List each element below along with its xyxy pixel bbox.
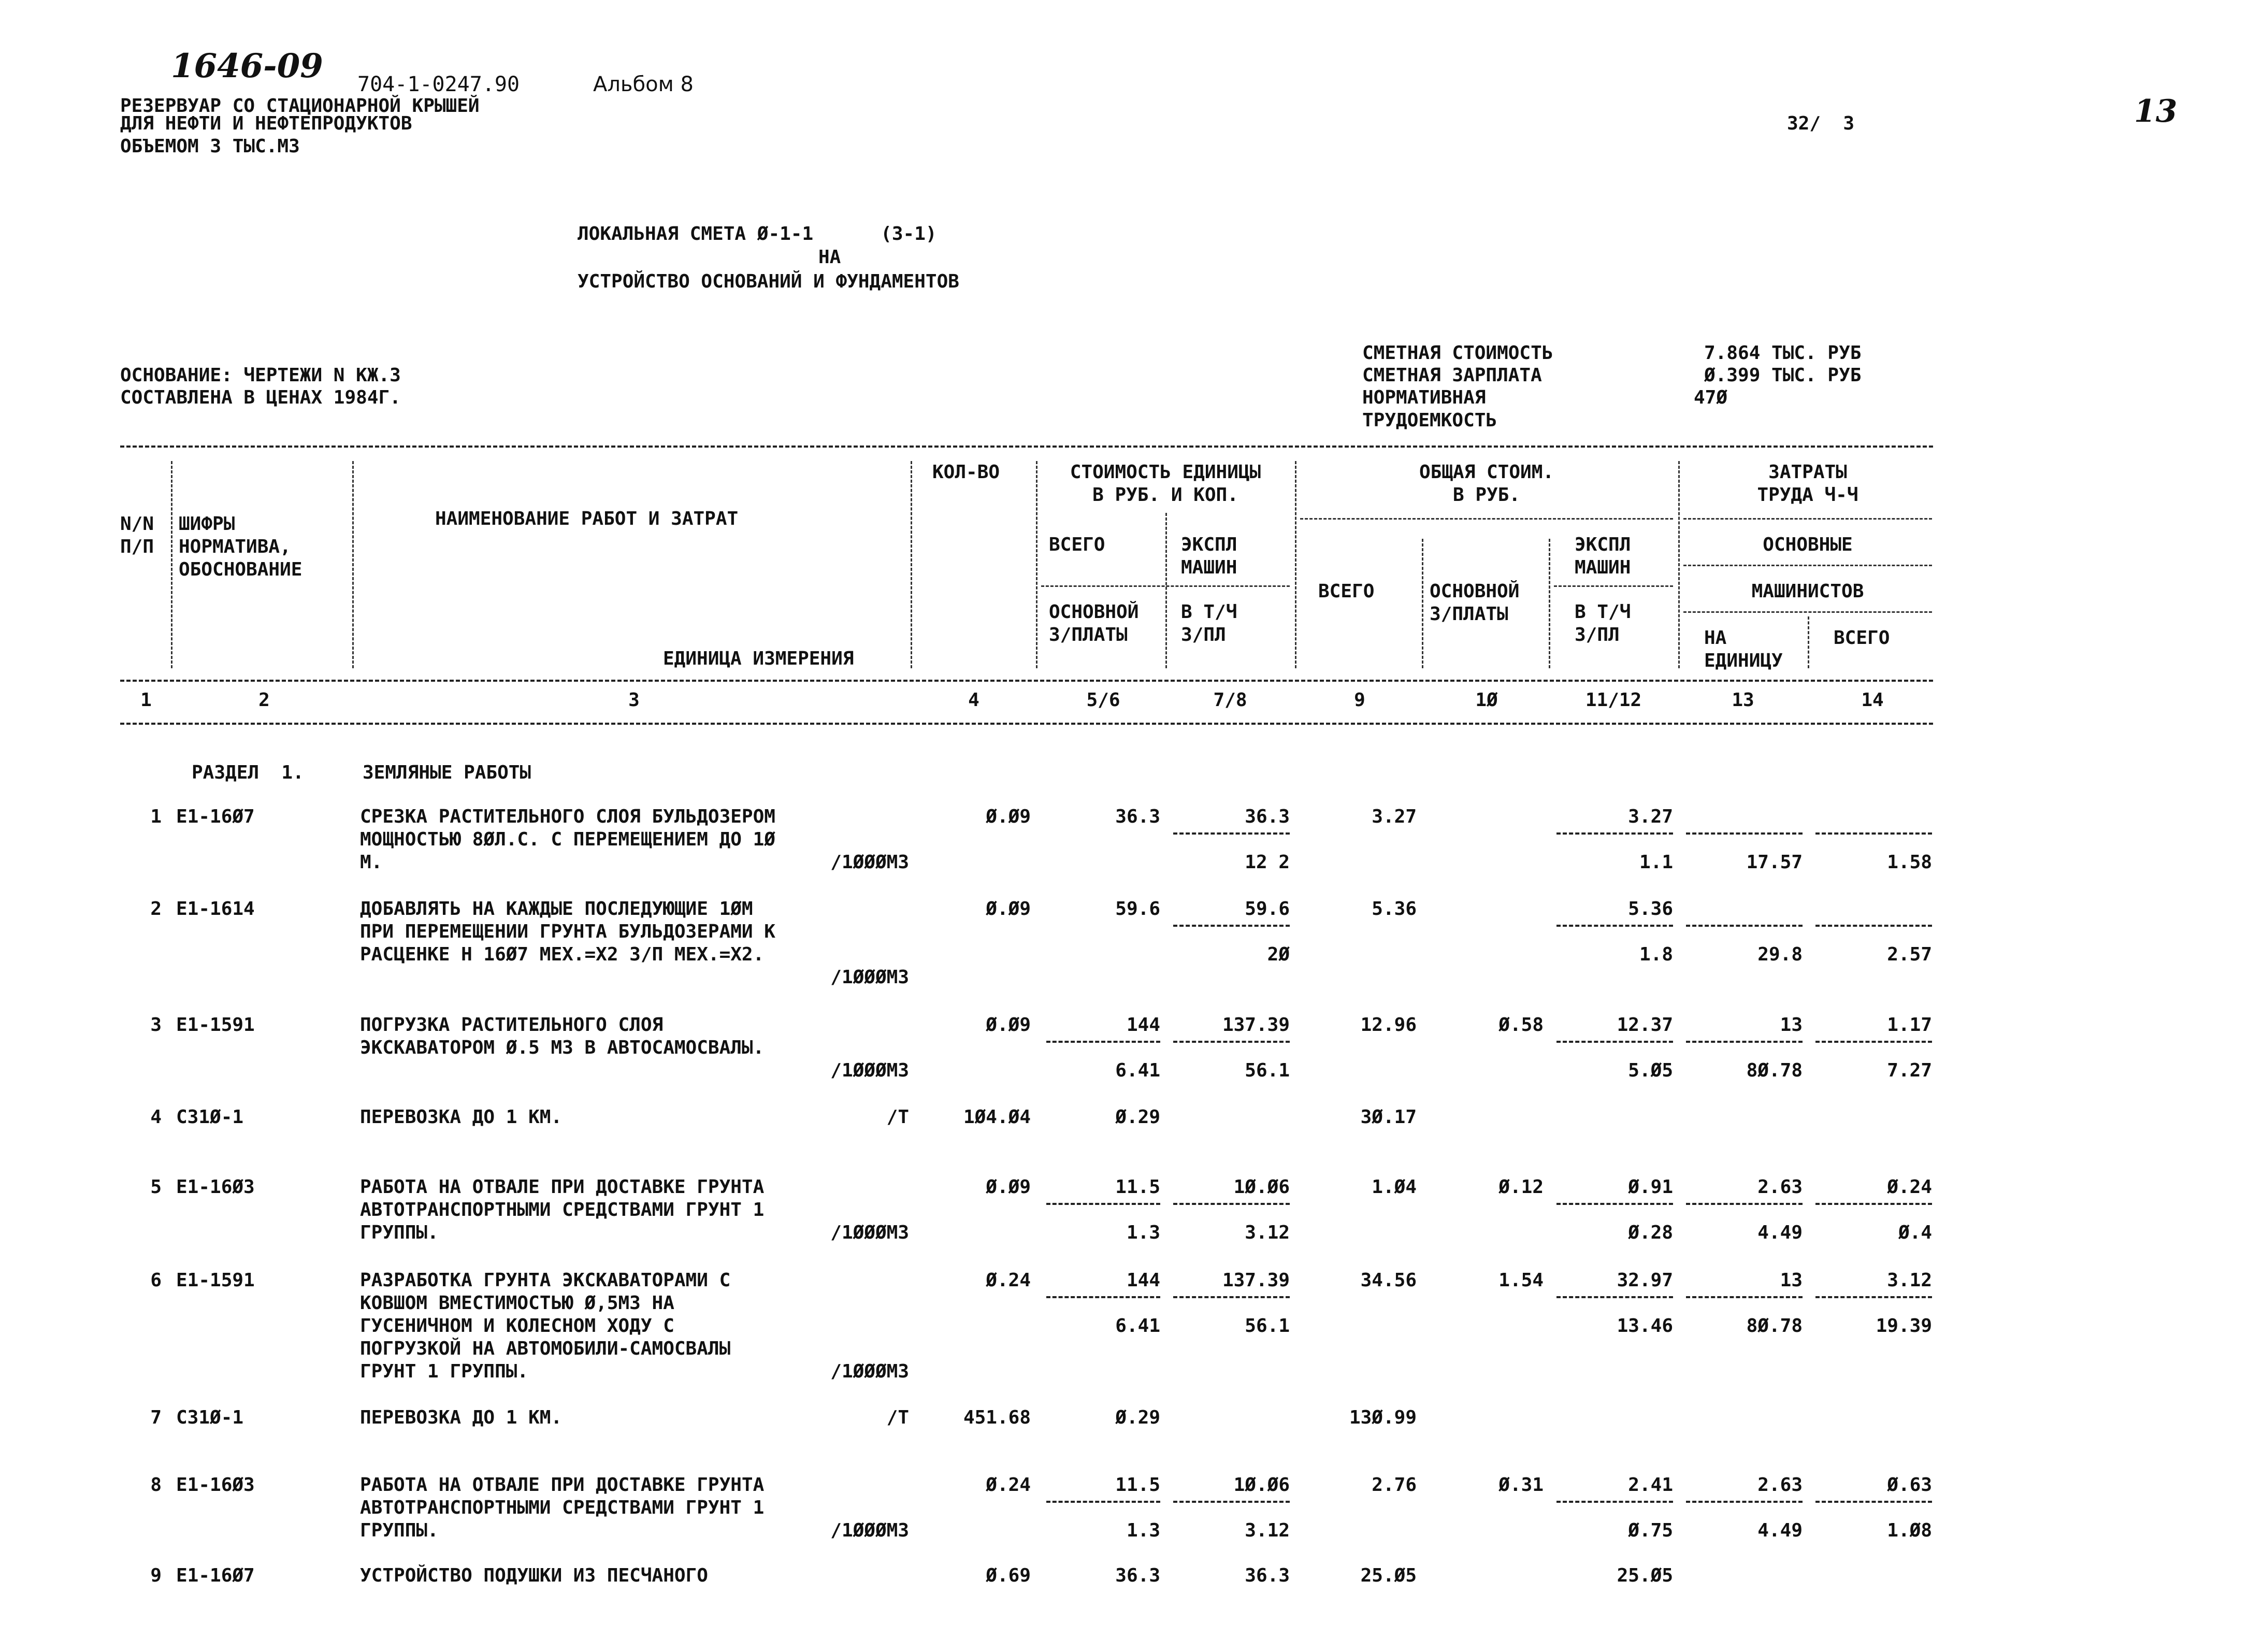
colnum-7: 9 (1354, 689, 1365, 711)
col-sep-6 (1295, 461, 1296, 668)
row-quantity: Ø.24 (986, 1270, 1031, 1291)
row-labor-unit-machinists: 4.49 (1757, 1222, 1803, 1243)
section-label: РАЗДЕЛ 1. (192, 762, 304, 783)
th-c13-top: ОСНОВНЫЕ (1763, 534, 1853, 555)
th-labor: ЗАТРАТЫ ТРУДА Ч-Ч (1757, 462, 1858, 506)
row-total-wages: Ø.12 (1498, 1176, 1544, 1198)
row-labor-unit-machinists: 8Ø.78 (1746, 1060, 1803, 1081)
row-unit-machine-wages: 12 2 (1245, 852, 1290, 873)
row-number: 1 (150, 806, 162, 827)
title-line-3: ОБЪЕМОМ 3 ТЫС.М3 (120, 136, 300, 157)
row-total-wages: 1.54 (1498, 1270, 1544, 1291)
col-sep-10 (1808, 616, 1809, 668)
row-unit-total-underline (1046, 1203, 1160, 1205)
th-c11-top: ЭКСПЛ МАШИН (1575, 534, 1631, 578)
row-number: 8 (150, 1474, 162, 1496)
row-total: 1.Ø4 (1372, 1176, 1417, 1198)
summary-value-wages: Ø.399 ТЫС. РУБ (1704, 365, 1862, 386)
page-number: 13 (2134, 93, 2178, 130)
row-unit-machine-underline (1173, 1296, 1290, 1298)
row-unit-wages: 6.41 (1115, 1060, 1160, 1081)
row-code: E1-1614 (176, 898, 255, 920)
project-code: 704-1-0247.90 (357, 73, 520, 96)
col-sep-3 (911, 461, 912, 668)
row-code: E1-1591 (176, 1270, 255, 1291)
colnum-5: 5/6 (1086, 689, 1120, 711)
row-labor-total-machinists: 19.39 (1876, 1315, 1932, 1337)
handwritten-archive-number: 1646-09 (171, 47, 323, 85)
section-title: ЗЕМЛЯНЫЕ РАБОТЫ (363, 762, 531, 783)
th-unit-cost: СТОИМОСТЬ ЕДИНИЦЫ В РУБ. И КОП. (1070, 462, 1261, 506)
row-unit-total: 144 (1126, 1014, 1160, 1036)
row-code: E1-16Ø7 (176, 1565, 255, 1586)
row-total: 2.76 (1372, 1474, 1417, 1496)
row-code: E1-16Ø3 (176, 1176, 255, 1198)
header-rule-total (1300, 518, 1673, 520)
th-c7-bottom: В Т/Ч З/ПЛ (1181, 601, 1237, 645)
row-labor-unit-underline (1686, 925, 1803, 927)
row-machine-wages: Ø.28 (1628, 1222, 1673, 1243)
row-unit-machine-underline (1173, 1041, 1290, 1043)
row-description-line: ГРУНТ 1 ГРУППЫ. (360, 1361, 529, 1382)
basis-prices: СОСТАВЛЕНА В ЦЕНАХ 1984Г. (120, 387, 401, 408)
row-quantity: 1Ø4.Ø4 (963, 1107, 1031, 1128)
row-unit-total: 36.3 (1115, 1565, 1160, 1586)
row-code: E1-16Ø3 (176, 1474, 255, 1496)
row-code: E1-16Ø7 (176, 806, 255, 827)
row-code: E1-1591 (176, 1014, 255, 1036)
row-unit-total: 36.3 (1115, 806, 1160, 827)
row-description-line: МОЩНОСТЬЮ 8ØЛ.С. С ПЕРЕМЕЩЕНИЕМ ДО 1Ø (360, 829, 775, 850)
th-c10: ОСНОВНОЙ З/ПЛАТЫ (1430, 581, 1520, 625)
header-rule-labor (1683, 518, 1932, 520)
row-total: 5.36 (1372, 898, 1417, 920)
row-unit-machine: 59.6 (1245, 898, 1290, 920)
row-labor-total: Ø.24 (1887, 1176, 1932, 1198)
row-machine-wages: 5.Ø5 (1628, 1060, 1673, 1081)
summary-label-labor: НОРМАТИВНАЯ (1362, 387, 1486, 408)
row-machine-underline (1556, 1041, 1673, 1043)
row-description-line: ПОГРУЗКОЙ НА АВТОМОБИЛИ-САМОСВАЛЫ (360, 1338, 731, 1359)
th-total-cost: ОБЩАЯ СТОИМ. В РУБ. (1419, 462, 1554, 506)
row-quantity: Ø.Ø9 (986, 806, 1031, 827)
row-unit: /1ØØØМ3 (830, 1361, 909, 1382)
row-unit-total: 59.6 (1115, 898, 1160, 920)
row-unit-wages: 1.3 (1126, 1222, 1160, 1243)
row-unit-machine-underline (1173, 832, 1290, 835)
row-labor-unit: 17.57 (1746, 852, 1803, 873)
row-machine-underline (1556, 1501, 1673, 1503)
header-bottom-rule (120, 723, 1933, 725)
row-total-wages: Ø.58 (1498, 1014, 1544, 1036)
header-mid-rule (120, 680, 1933, 682)
row-quantity: Ø.69 (986, 1565, 1031, 1586)
row-labor-total-underline (1815, 1501, 1932, 1503)
row-quantity: Ø.24 (986, 1474, 1031, 1496)
row-description-line: М. (360, 852, 383, 873)
row-number: 7 (150, 1407, 162, 1428)
row-unit-total-underline (1046, 1501, 1160, 1503)
th-quantity: КОЛ-ВО (932, 462, 1000, 483)
row-machine-wages: Ø.75 (1628, 1520, 1673, 1541)
row-unit-machine-underline (1173, 1203, 1290, 1205)
row-machine-underline (1556, 925, 1673, 927)
colnum-11: 14 (1861, 689, 1884, 711)
title-line-2: ДЛЯ НЕФТИ И НЕФТЕПРОДУКТОВ (120, 113, 412, 134)
row-description-line: ДОБАВЛЯТЬ НА КАЖДЫЕ ПОСЛЕДУЮЩИЕ 1ØМ (360, 898, 753, 920)
row-total-machine: 12.37 (1617, 1014, 1673, 1036)
row-labor-unit-machinists: 4.49 (1757, 1520, 1803, 1541)
row-labor-unit-underline (1686, 1296, 1803, 1298)
row-labor-unit-machinists: 8Ø.78 (1746, 1315, 1803, 1337)
row-unit-total: 144 (1126, 1270, 1160, 1291)
th-unit: ЕДИНИЦА ИЗМЕРЕНИЯ (663, 648, 854, 669)
row-unit-machine: 36.3 (1245, 1565, 1290, 1586)
row-unit-machine: 137.39 (1222, 1270, 1290, 1291)
row-total-machine: 3.27 (1628, 806, 1673, 827)
row-description-line: РАСЦЕНКЕ Н 16Ø7 МЕХ.=Х2 З/П МЕХ.=Х2. (360, 944, 765, 965)
row-unit: /1ØØØМ3 (830, 852, 909, 873)
row-total: 12.96 (1360, 1014, 1417, 1036)
col-sep-8 (1549, 539, 1550, 668)
row-number: 2 (150, 898, 162, 920)
estimate-title-na: НА (818, 247, 841, 268)
row-description-line: АВТОТРАНСПОРТНЫМИ СРЕДСТВАМИ ГРУНТ 1 (360, 1497, 765, 1518)
estimate-subject: УСТРОЙСТВО ОСНОВАНИЙ И ФУНДАМЕНТОВ (578, 271, 959, 292)
row-labor-unit-underline (1686, 1203, 1803, 1205)
row-unit-machine: 1Ø.Ø6 (1233, 1474, 1290, 1496)
th-c11-bottom: В Т/Ч З/ПЛ (1575, 601, 1631, 645)
colnum-3: 3 (628, 689, 640, 711)
col-sep-7 (1422, 539, 1423, 668)
row-labor-total: 3.12 (1887, 1270, 1932, 1291)
row-number: 3 (150, 1014, 162, 1036)
th-c7-top: ЭКСПЛ МАШИН (1181, 534, 1237, 578)
row-unit-machine-wages: 56.1 (1245, 1060, 1290, 1081)
row-unit: /Т (886, 1107, 909, 1128)
estimate-title: ЛОКАЛЬНАЯ СМЕТА Ø-1-1 (3-1) (578, 223, 937, 245)
row-total: 13Ø.99 (1349, 1407, 1417, 1428)
row-labor-total-underline (1815, 832, 1932, 835)
row-unit-machine-wages: 2Ø (1267, 944, 1290, 965)
row-unit: /1ØØØМ3 (830, 967, 909, 988)
colnum-4: 4 (968, 689, 979, 711)
row-total: 25.Ø5 (1360, 1565, 1417, 1586)
row-labor-unit: 13 (1780, 1014, 1803, 1036)
row-quantity: Ø.Ø9 (986, 898, 1031, 920)
row-unit-total: Ø.29 (1115, 1107, 1160, 1128)
album-label: Альбом 8 (593, 73, 694, 96)
row-number: 5 (150, 1176, 162, 1198)
row-labor-unit-underline (1686, 1501, 1803, 1503)
row-unit: /Т (886, 1407, 909, 1428)
row-unit-machine-wages: 56.1 (1245, 1315, 1290, 1337)
row-unit: /1ØØØМ3 (830, 1060, 909, 1081)
header-rule-labor-3 (1683, 611, 1932, 613)
row-unit-total-underline (1046, 1041, 1160, 1043)
basis-drawings: ОСНОВАНИЕ: ЧЕРТЕЖИ N КЖ.3 (120, 365, 401, 386)
row-number: 4 (150, 1107, 162, 1128)
row-description-line: ГРУППЫ. (360, 1222, 439, 1243)
th-work-name: НАИМЕНОВАНИЕ РАБОТ И ЗАТРАТ (435, 508, 739, 529)
header-rule-unit (1041, 585, 1290, 587)
row-unit: /1ØØØМ3 (830, 1520, 909, 1541)
row-quantity: Ø.Ø9 (986, 1176, 1031, 1198)
row-labor-total: 1.58 (1887, 852, 1932, 873)
row-description-line: ЭКСКАВАТОРОМ Ø.5 М3 В АВТОСАМОСВАЛЫ. (360, 1037, 765, 1058)
th-c9: ВСЕГО (1318, 581, 1375, 602)
row-machine-wages: 1.8 (1639, 944, 1673, 965)
row-description-line: ПРИ ПЕРЕМЕЩЕНИИ ГРУНТА БУЛЬДОЗЕРАМИ К (360, 921, 775, 942)
header-rule-mach (1554, 585, 1673, 587)
row-description-line: ПЕРЕВОЗКА ДО 1 КМ. (360, 1107, 563, 1128)
sheet-reference: 32/ 3 (1787, 113, 1855, 134)
row-machine-underline (1556, 1203, 1673, 1205)
row-description-line: РАБОТА НА ОТВАЛЕ ПРИ ДОСТАВКЕ ГРУНТА (360, 1474, 765, 1496)
row-labor-total: 2.57 (1887, 944, 1932, 965)
summary-label-wages: СМЕТНАЯ ЗАРПЛАТА (1362, 365, 1542, 386)
row-total-machine: Ø.91 (1628, 1176, 1673, 1198)
row-number: 6 (150, 1270, 162, 1291)
row-quantity: 451.68 (963, 1407, 1031, 1428)
row-unit-total: Ø.29 (1115, 1407, 1160, 1428)
row-unit-machine: 1Ø.Ø6 (1233, 1176, 1290, 1198)
row-unit-total: 11.5 (1115, 1176, 1160, 1198)
row-unit-machine-underline (1173, 1501, 1290, 1503)
row-description-line: ПОГРУЗКА РАСТИТЕЛЬНОГО СЛОЯ (360, 1014, 664, 1036)
row-unit: /1ØØØМ3 (830, 1222, 909, 1243)
row-unit-machine-underline (1173, 925, 1290, 927)
summary-label-labor-2: ТРУДОЕМКОСТЬ (1362, 410, 1497, 431)
row-labor-total-machinists: 1.Ø8 (1887, 1520, 1932, 1541)
row-description-line: ГУСЕНИЧНОМ И КОЛЕСНОМ ХОДУ С (360, 1315, 674, 1337)
row-labor-unit: 2.63 (1757, 1176, 1803, 1198)
row-labor-total-underline (1815, 1296, 1932, 1298)
th-code: ШИФРЫ НОРМАТИВА, ОБОСНОВАНИЕ (179, 513, 302, 580)
colnum-10: 13 (1732, 689, 1754, 711)
row-unit-wages: 6.41 (1115, 1315, 1160, 1337)
row-labor-unit: 13 (1780, 1270, 1803, 1291)
colnum-1: 1 (140, 689, 152, 711)
colnum-6: 7/8 (1213, 689, 1247, 711)
row-labor-total-underline (1815, 1041, 1932, 1043)
row-description-line: ПЕРЕВОЗКА ДО 1 КМ. (360, 1407, 563, 1428)
row-total-machine: 2.41 (1628, 1474, 1673, 1496)
colnum-2: 2 (258, 689, 270, 711)
row-description-line: КОВШОМ ВМЕСТИМОСТЬЮ Ø,5М3 НА (360, 1292, 674, 1314)
row-unit-machine-wages: 3.12 (1245, 1222, 1290, 1243)
row-total: 3Ø.17 (1360, 1107, 1417, 1128)
row-labor-total: Ø.63 (1887, 1474, 1932, 1496)
row-labor-total-underline (1815, 925, 1932, 927)
row-total-wages: Ø.31 (1498, 1474, 1544, 1496)
row-total-machine: 5.36 (1628, 898, 1673, 920)
row-unit-machine: 36.3 (1245, 806, 1290, 827)
summary-label-cost: СМЕТНАЯ СТОИМОСТЬ (1362, 342, 1553, 364)
row-description-line: УСТРОЙСТВО ПОДУШКИ ИЗ ПЕСЧАНОГО (360, 1565, 708, 1586)
col-sep-4 (1036, 461, 1037, 668)
row-unit-machine-wages: 3.12 (1245, 1520, 1290, 1541)
row-machine-underline (1556, 832, 1673, 835)
row-total: 3.27 (1372, 806, 1417, 827)
row-code: С31Ø-1 (176, 1407, 244, 1428)
th-c13-mid: МАШИНИСТОВ (1751, 581, 1864, 602)
title-line-1: РЕЗЕРВУАР СО СТАЦИОНАРНОЙ КРЫШЕЙ (120, 95, 480, 117)
row-total: 34.56 (1360, 1270, 1417, 1291)
row-total-machine: 32.97 (1617, 1270, 1673, 1291)
row-machine-wages: 13.46 (1617, 1315, 1673, 1337)
colnum-9: 11/12 (1585, 689, 1642, 711)
row-code: С31Ø-1 (176, 1107, 244, 1128)
row-labor-total: 1.17 (1887, 1014, 1932, 1036)
row-number: 9 (150, 1565, 162, 1586)
row-labor-total-underline (1815, 1203, 1932, 1205)
th-c14: ВСЕГО (1834, 627, 1890, 649)
header-rule-labor-2 (1683, 565, 1932, 566)
th-c5-bottom: ОСНОВНОЙ З/ПЛАТЫ (1049, 601, 1139, 645)
row-labor-unit: 29.8 (1757, 944, 1803, 965)
row-description-line: СРЕЗКА РАСТИТЕЛЬНОГО СЛОЯ БУЛЬДОЗЕРОМ (360, 806, 775, 827)
summary-value-labor: 47Ø (1694, 387, 1728, 408)
th-c13: НА ЕДИНИЦУ (1704, 627, 1783, 671)
row-description-line: РАБОТА НА ОТВАЛЕ ПРИ ДОСТАВКЕ ГРУНТА (360, 1176, 765, 1198)
row-labor-total-machinists: Ø.4 (1898, 1222, 1932, 1243)
row-labor-total-machinists: 7.27 (1887, 1060, 1932, 1081)
col-sep-2 (352, 461, 354, 668)
row-machine-wages: 1.1 (1639, 852, 1673, 873)
row-unit-total: 11.5 (1115, 1474, 1160, 1496)
row-description-line: АВТОТРАНСПОРТНЫМИ СРЕДСТВАМИ ГРУНТ 1 (360, 1199, 765, 1220)
col-sep-5 (1165, 513, 1167, 668)
col-sep-1 (171, 461, 172, 668)
summary-value-cost: 7.864 ТЫС. РУБ (1704, 342, 1862, 364)
row-labor-unit-underline (1686, 1041, 1803, 1043)
colnum-8: 1Ø (1475, 689, 1498, 711)
row-description-line: ГРУППЫ. (360, 1520, 439, 1541)
row-machine-underline (1556, 1296, 1673, 1298)
th-row-number: N/N П/П (120, 513, 154, 557)
row-unit-machine: 137.39 (1222, 1014, 1290, 1036)
row-labor-unit-underline (1686, 832, 1803, 835)
row-total-machine: 25.Ø5 (1617, 1565, 1673, 1586)
col-sep-9 (1678, 461, 1680, 668)
row-unit-total-underline (1046, 1296, 1160, 1298)
th-c5-top: ВСЕГО (1049, 534, 1105, 555)
header-top-rule (120, 446, 1933, 448)
row-labor-unit: 2.63 (1757, 1474, 1803, 1496)
row-quantity: Ø.Ø9 (986, 1014, 1031, 1036)
row-unit-wages: 1.3 (1126, 1520, 1160, 1541)
row-description-line: РАЗРАБОТКА ГРУНТА ЭКСКАВАТОРАМИ С (360, 1270, 731, 1291)
